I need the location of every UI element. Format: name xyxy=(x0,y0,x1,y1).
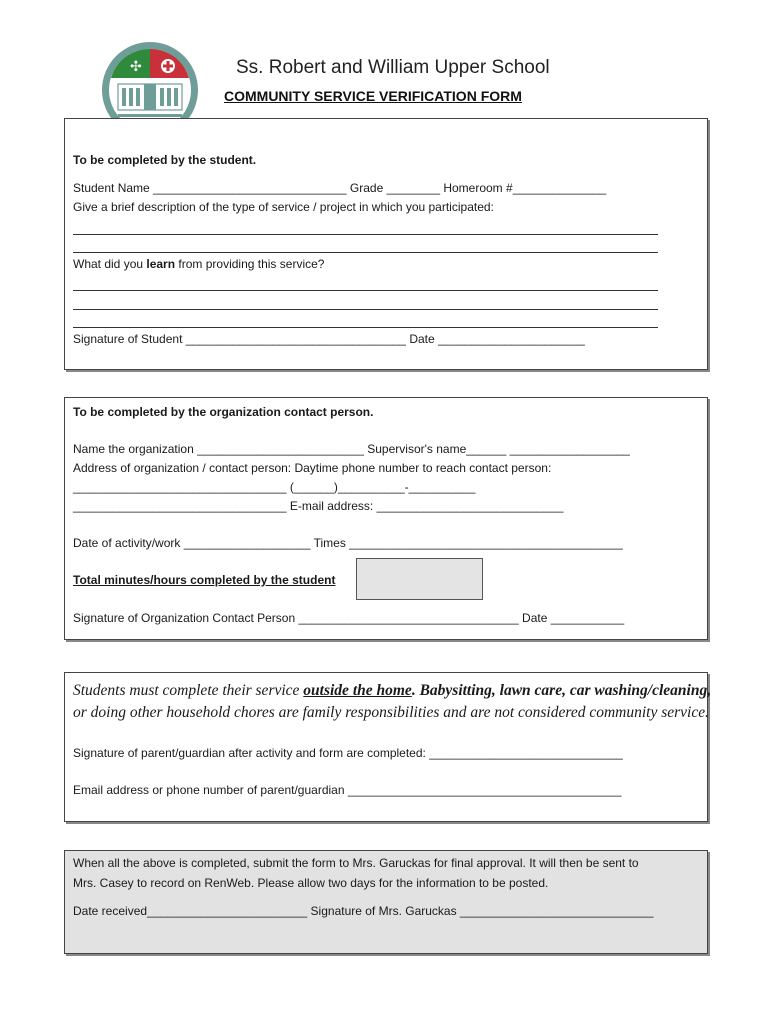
student-section-heading: To be completed by the student. xyxy=(73,153,257,167)
learn-line-2[interactable] xyxy=(73,309,658,310)
learn-prompt-prefix: What did you xyxy=(73,257,147,271)
student-signature-date-field[interactable]: Signature of Student _________________________________ Date ______________________ xyxy=(73,332,585,346)
address-phone-field[interactable]: ________________________________ (______)__________-__________ xyxy=(73,480,476,494)
form-title: COMMUNITY SERVICE VERIFICATION FORM xyxy=(224,88,522,104)
parent-signature-field[interactable]: Signature of parent/guardian after activity and form are completed: _____________________________ xyxy=(73,746,623,760)
description-line-2[interactable] xyxy=(73,252,658,253)
organization-signature-date-field[interactable]: Signature of Organization Contact Person _________________________________ Date ___________ xyxy=(73,611,625,625)
date-received-signature-field[interactable]: Date received________________________ Signature of Mrs. Garuckas _____________________________ xyxy=(73,904,654,918)
activity-date-times-field[interactable]: Date of activity/work ___________________ Times _________________________________________ xyxy=(73,536,623,550)
service-notice-line-1 xyxy=(73,681,711,701)
notice-outside-home: outside the home xyxy=(303,682,412,699)
address-email-field[interactable]: ________________________________ E-mail address: ____________________________ xyxy=(73,499,564,513)
parent-section xyxy=(64,672,712,822)
organization-supervisor-field[interactable]: Name the organization _________________________ Supervisor's name______ __________________ xyxy=(73,442,630,456)
school-name: Ss. Robert and William Upper School xyxy=(236,57,550,78)
submission-instructions-line-1: When all the above is completed, submit the form to Mrs. Garuckas for final approval. It will then be sent to xyxy=(73,856,639,870)
organization-section-heading: To be completed by the organization contact person. xyxy=(73,405,374,419)
learn-prompt-suffix: from providing this service? xyxy=(175,257,325,271)
learn-line-3[interactable] xyxy=(73,327,658,328)
organization-section xyxy=(64,397,708,640)
description-line-1[interactable] xyxy=(73,234,658,235)
total-hours-input-box[interactable] xyxy=(356,558,483,600)
student-name-grade-homeroom-field[interactable]: Student Name _____________________________ Grade ________ Homeroom #______________ xyxy=(73,181,607,195)
notice-part-3: . Babysitting, lawn care, car washing/cleaning, xyxy=(411,682,712,699)
office-approval-section xyxy=(64,850,708,954)
svg-text:✣: ✣ xyxy=(130,59,142,75)
learn-prompt xyxy=(73,257,324,271)
address-phone-label: Address of organization / contact person: Daytime phone number to reach contact person: xyxy=(73,461,552,475)
submission-instructions-line-2: Mrs. Casey to record on RenWeb. Please allow two days for the information to be posted. xyxy=(73,876,549,890)
learn-line-1[interactable] xyxy=(73,290,658,291)
service-description-prompt: Give a brief description of the type of service / project in which you participated: xyxy=(73,200,494,214)
service-notice-line-2: or doing other household chores are family responsibilities and are not considered community service. xyxy=(73,704,709,721)
learn-prompt-bold: learn xyxy=(146,257,176,271)
notice-part-1: Students must complete their service xyxy=(73,682,304,699)
student-section xyxy=(64,118,708,370)
total-hours-label: Total minutes/hours completed by the student xyxy=(73,573,336,587)
parent-contact-field[interactable]: Email address or phone number of parent/guardian _________________________________________ xyxy=(73,783,622,797)
